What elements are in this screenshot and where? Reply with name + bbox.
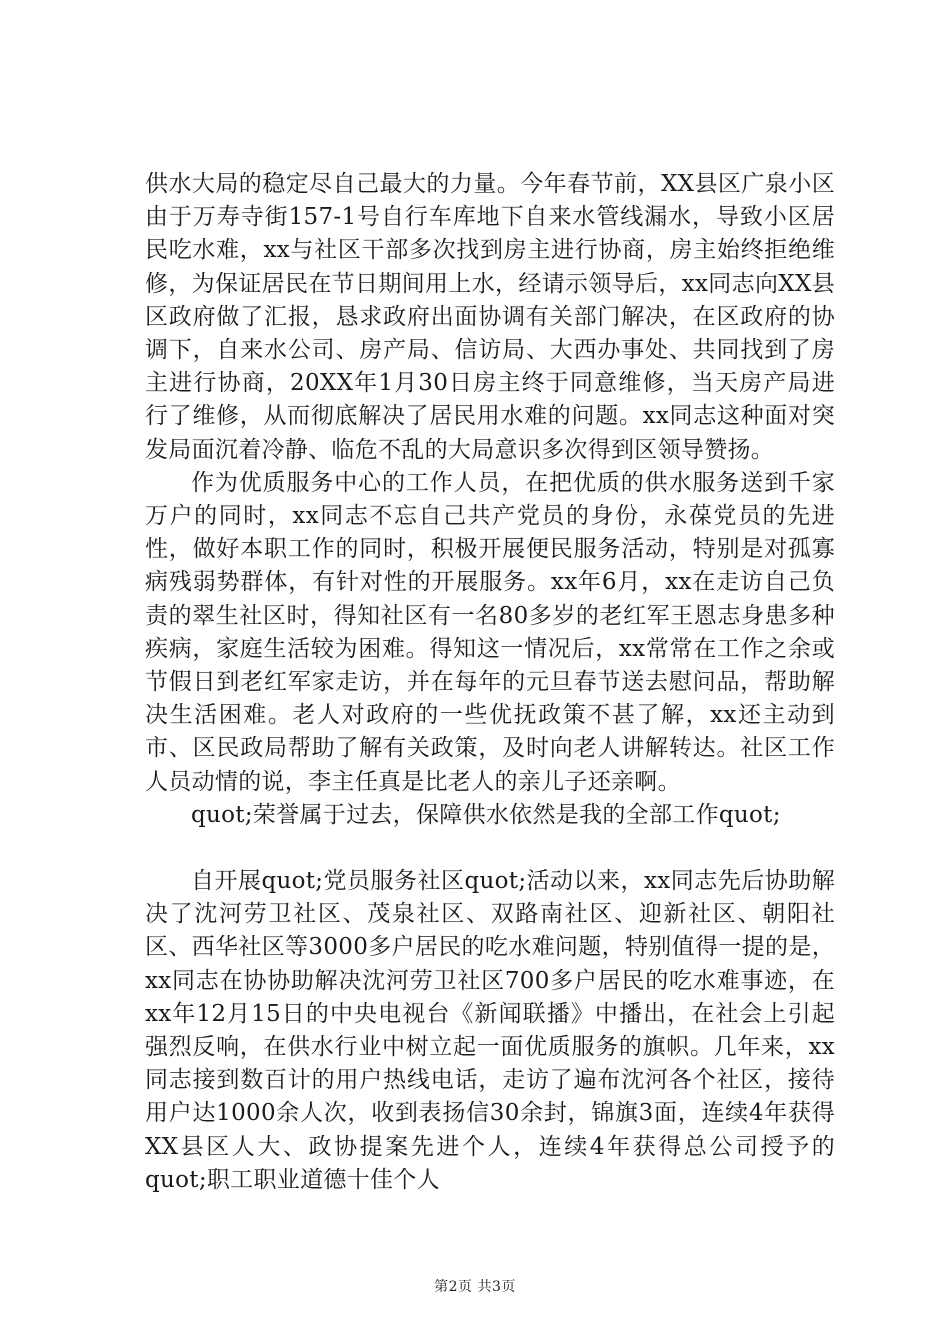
paragraph-spacer <box>145 832 835 865</box>
section-heading: quot;荣誉属于过去，保障供水依然是我的全部工作quot; <box>191 801 781 828</box>
paragraph-3: 自开展quot;党员服务社区quot;活动以来，xx同志先后协助解决了沈河劳卫社区、茂泉社区、双路南社区、迎新社区、朝阳社区、西华社区等3000多户居民的吃水难问题，特别值得一提的是，xx同志在协协助解决沈河劳卫社区700多户居民的吃水难事迹，在xx年12月15日的中央电视台《新闻联播》中播出，在社会上引起强烈反响，在供水行业中树立起一面优质服务的旗帜。几年来，xx同志接到数百计的用户热线电话，走访了遍布沈河各个社区，接待用户达1000余人次，收到表扬信30余封，锦旗3面，连续4年获得XX县区人大、政协提案先进个人，连续4年获得总公司授予的quot;职工职业道德十佳个人 <box>145 868 835 1193</box>
paragraph-1: 供水大局的稳定尽自己最大的力量。今年春节前，XX县区广泉小区由于万寿寺街157-1号自行车库地下自来水管线漏水，导致小区居民吃水难，xx与社区干部多次找到房主进行协商，房主始终拒绝维修，为保证居民在节日期间用上水，经请示领导后，xx同志向XX县区政府做了汇报，恳求政府出面协调有关部门解决，在区政府的协调下，自来水公司、房产局、信访局、大西办事处、共同找到了房主进行协商，20XX年1月30日房主终于同意维修，当天房产局进行了维修，从而彻底解决了居民用水难的问题。xx同志这种面对突发局面沉着冷静、临危不乱的大局意识多次得到区领导赞扬。 <box>145 171 835 463</box>
page-number-footer: 第2页 共3页 <box>434 1279 516 1295</box>
paragraph-2: 作为优质服务中心的工作人员，在把优质的供水服务送到千家万户的同时，xx同志不忘自己共产党员的身份，永葆党员的先进性，做好本职工作的同时，积极开展便民服务活动，特别是对孤寡病残弱势群体，有针对性的开展服务。xx年6月，xx在走访自己负责的翠生社区时，得知社区有一名80多岁的老红军王恩志身患多种疾病，家庭生活较为困难。得知这一情况后，xx常常在工作之余或节假日到老红军家走访，并在每年的元旦春节送去慰问品，帮助解决生活困难。老人对政府的一些优抚政策不甚了解，xx还主动到市、区民政局帮助了解有关政策，及时向老人讲解转达。社区工作人员动情的说，李主任真是比老人的亲儿子还亲啊。 <box>145 469 835 795</box>
document-body <box>145 168 835 1197</box>
